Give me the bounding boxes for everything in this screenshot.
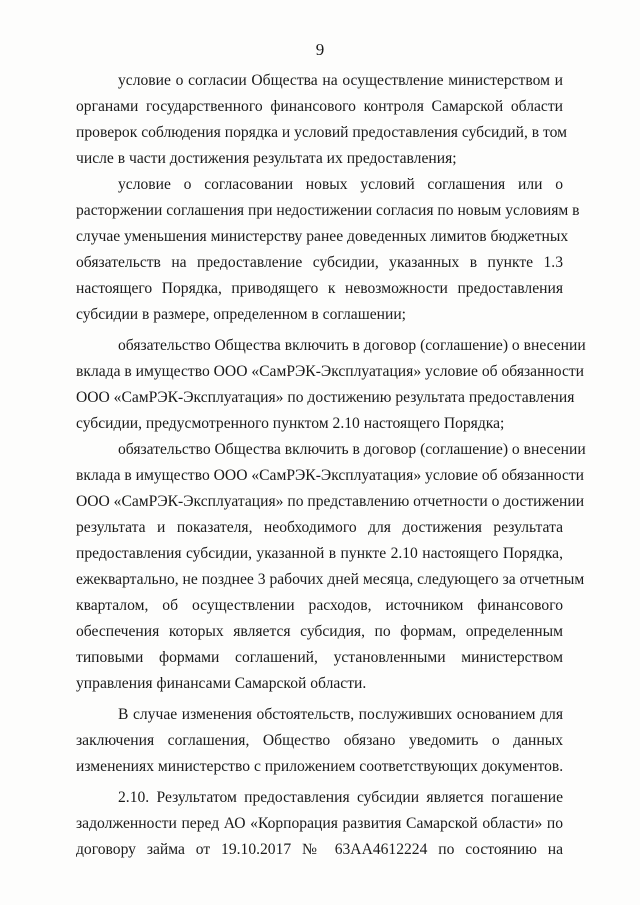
- text-line: В случае изменения обстоятельств, послуживших основанием для: [118, 706, 563, 723]
- text-line: предоставления субсидии, указанной в пункте 2.10 настоящего Порядка,: [76, 545, 563, 562]
- text-line: 2.10. Результатом предоставления субсидии является погашение: [118, 789, 563, 806]
- paragraph: [76, 437, 586, 697]
- text-line: заключения соглашения, Общество обязано уведомить о данных: [76, 732, 563, 749]
- text-line: обязательство Общества включить в договор (соглашение) о внесении: [118, 441, 586, 458]
- text-line: изменениях министерство с приложением соответствующих документов.: [76, 758, 564, 775]
- text-line: условие о согласии Общества на осуществление министерством и: [118, 72, 563, 89]
- text-line: обязательств на предоставление субсидии, указанных в пункте 1.3: [76, 254, 563, 271]
- paragraph: [76, 68, 568, 172]
- text-line: обязательство Общества включить в договор (соглашение) о внесении: [118, 337, 586, 354]
- text-line: органами государственного финансового контроля Самарской области: [76, 98, 563, 115]
- text-line: субсидии, предусмотренного пунктом 2.10 настоящего Порядка;: [76, 415, 505, 432]
- text-line: результата и показателя, необходимого для достижения результата: [76, 519, 563, 536]
- paragraph: [76, 785, 563, 863]
- text-line: типовыми формами соглашений, установленными министерством: [76, 649, 563, 666]
- text-line: настоящего Порядка, приводящего к невозможности предоставления: [76, 280, 563, 297]
- text-line: условие о согласовании новых условий соглашения или о: [118, 176, 563, 193]
- text-line: ежеквартально, не позднее 3 рабочих дней месяца, следующего за отчетным: [76, 571, 585, 588]
- text-line: ООО «СамРЭК-Эксплуатация» по представлению отчетности о достижении: [76, 493, 585, 510]
- text-line: кварталом, об осуществлении расходов, источником финансового: [76, 597, 563, 614]
- paragraph: [76, 333, 586, 437]
- text-line: задолженности перед АО «Корпорация развития Самарской области» по: [76, 815, 563, 832]
- paragraph: [76, 702, 563, 780]
- text-line: управления финансами Самарской области.: [76, 675, 367, 692]
- text-line: вклада в имущество ООО «СамРЭК-Эксплуатация» условие об обязанности: [76, 467, 585, 484]
- paragraph: [76, 172, 580, 328]
- text-line: вклада в имущество ООО «СамРЭК-Эксплуатация» условие об обязанности: [76, 363, 585, 380]
- page-number: 9: [315, 40, 325, 59]
- text-line: обеспечения которых является субсидия, по формам, определенным: [76, 623, 563, 640]
- text-line: числе в части достижения результата их предоставления;: [76, 150, 457, 167]
- body-text: [76, 68, 586, 863]
- text-line: случае уменьшения министерству ранее доведенных лимитов бюджетных: [76, 228, 569, 245]
- text-line: проверок соблюдения порядка и условий предоставления субсидий, в том: [76, 124, 568, 141]
- text-line: договору займа от 19.10.2017 № 63АА4612224 по состоянию на: [76, 841, 563, 858]
- text-line: ООО «СамРЭК-Эксплуатация» по достижению результата предоставления: [76, 389, 575, 406]
- text-line: субсидии в размере, определенном в соглашении;: [76, 306, 407, 323]
- text-line: расторжении соглашения при недостижении согласия по новым условиям в: [76, 202, 580, 219]
